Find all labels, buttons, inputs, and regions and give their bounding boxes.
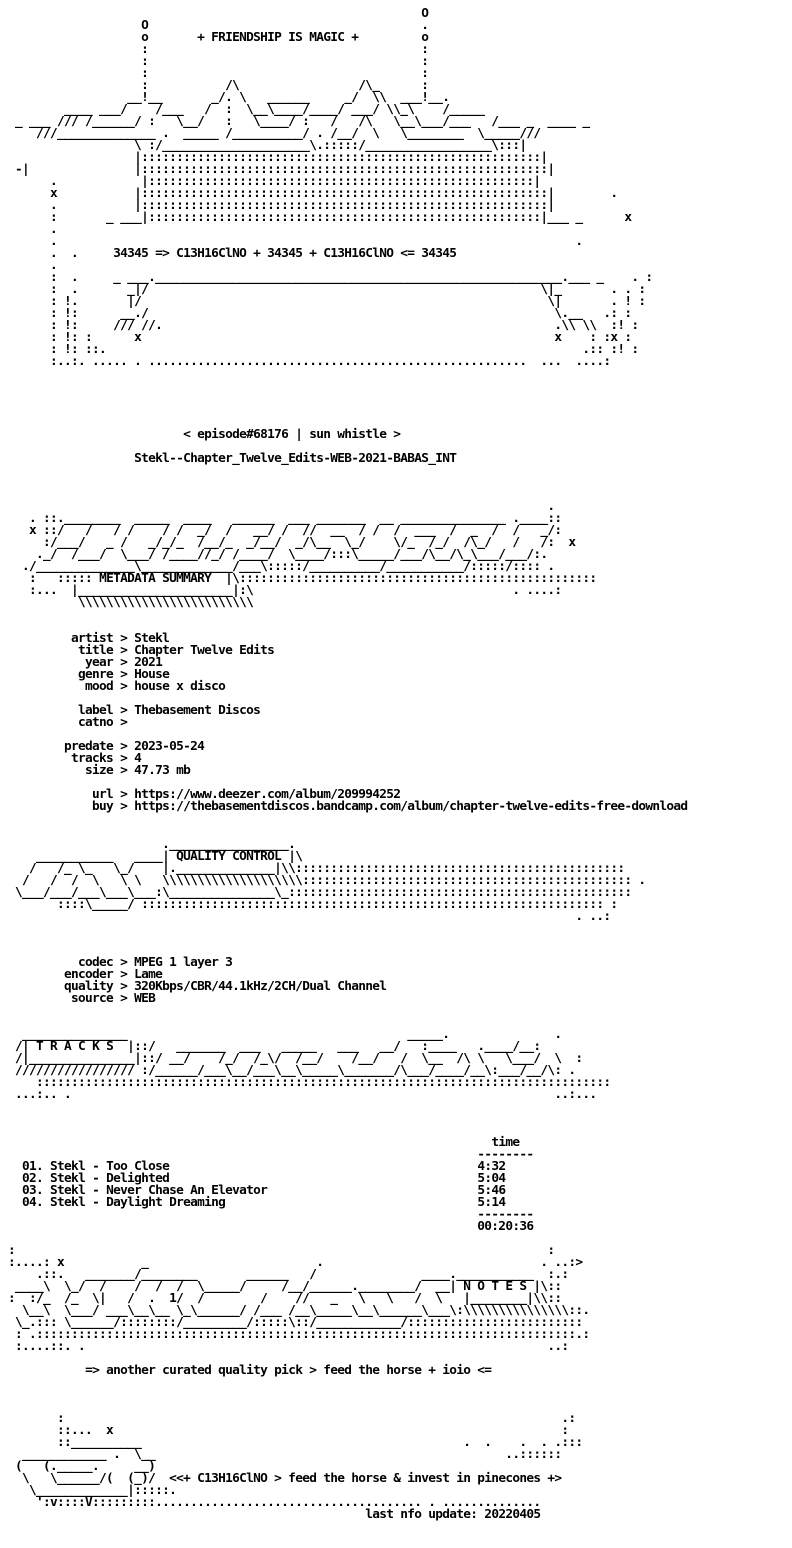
meta-tracks: 4 — [134, 751, 142, 766]
track-4-name: Stekl - Daylight Dreaming — [50, 1195, 226, 1210]
q-source: WEB — [134, 991, 156, 1006]
track-3-num: 03. — [22, 1183, 44, 1198]
track-2-num: 02. — [22, 1171, 44, 1186]
track-1-num: 01. — [22, 1159, 44, 1174]
track-1-name: Stekl - Too Close — [50, 1159, 170, 1174]
meta-genre: House — [134, 667, 170, 682]
track-3-name: Stekl - Never Chase An Elevator — [50, 1183, 268, 1198]
quality-block: codec > MPEG 1 layer 3 encoder > Lame quality > 320Kbps/CBR/44.1kHz/2CH/Dual Channel source > WEB — [8, 955, 387, 1006]
episode-label: < episode#68176 | sun whistle > — [183, 427, 401, 442]
q-quality: 320Kbps/CBR/44.1kHz/2CH/Dual Channel — [134, 979, 387, 994]
notes-block — [0, 1365, 491, 1377]
meta-mood: house x disco — [134, 679, 226, 694]
formula-line: 34345 => C13H16ClNO + 34345 + C13H16ClNO <= 34345 — [113, 246, 457, 261]
time-header: time — [491, 1135, 520, 1150]
quality-title: QUALITY CONTROL — [176, 849, 282, 864]
meta-predate: 2023-05-24 — [134, 739, 205, 754]
notes-text: => another curated quality pick > feed the horse + ioio <= — [85, 1363, 492, 1378]
meta-title: Chapter Twelve Edits — [134, 643, 275, 658]
total-time: 00:20:36 — [477, 1219, 534, 1234]
meta-year: 2021 — [134, 655, 163, 670]
quality-header-art: ._________________. ___________ ____| QUALITY CONTROL |\ / /_ \_ \_/ |.______________|\\::::::::::::::::::::::::::::::::::::::::::::::: / / / \ \ \ \\\\\\\\\\\\\\\\\\\\::::::::::::::::::::::::::::::::::::::::::::::: . \___/___/___\___\___:\_______________\_::::::::::::::::::::::::::::::::::::::::::::::::: ::::\_____/ :::::::::::::::::::::::::::::::::::::::::::::::::::::::::::::::::: : . ..: — [15, 837, 646, 924]
notes-header-art: : : :....: x _ . . ..:> .::. _______/________ ______ / ____.___________ :.: ____\ \_/ / / / / \_____/ /__/______.________/ __| N O T E S |\:: : :/_ /_ \| / . 1/ / / // _ \ \ / \ |________|\\:: \__\ \___/ ___\__\__ \_\______/ /___ /__\_____\__\______\___\:\\\\\\\\\\\\\\\::. \_.::: \______/::::::::/_________/:::::\::/____________/::::::::::::::::::::::::: : .:::::::::::::::::::::::::::::::::::::::::::::::::::::::::::::::::::::::::::::.: :....::. . ..: — [8, 1243, 590, 1354]
meta-label: Thebasement Discos — [134, 703, 261, 718]
footer-art: : .: ::... x : ::__________ . . . . .::: ____________ . \__ ..:::::: ( (._____. __) \ \______/( (_)/ <<+ C13H16ClNO > feed the horse & invest in pinecones +> \_____________|:::::. ':v::::V:::::::::...................................... . .............. last nfo update: 20220405 — [15, 1411, 583, 1522]
track-4-num: 04. — [22, 1195, 44, 1210]
track-1-time: 4:32 — [477, 1159, 506, 1174]
tracks-header-art: _______________ _____. . /| T R A C K S |::/ _______ ___ _____ ___ __/ :____ .____/__: /|_______________|::/ __/ /_/ /_\/ /__/ /__/ / \__ /\ \ \___/ \ : ///////////////// :/______/___\__/___\__\_____\_______/\___/____/__\:___/__/\: . :::::::::::::::::::::::::::::::::::::::::::::::::::::::::::::::::::::::::::::::::: ...:.. . ..:... — [15, 1027, 611, 1102]
meta-artist: Stekl — [134, 631, 170, 646]
footer-slogan: <<+ C13H16ClNO > feed the horse & invest in pinecones +> — [169, 1471, 562, 1486]
metadata-title: METADATA SUMMARY — [99, 571, 212, 586]
track-4-time: 5:14 — [477, 1195, 506, 1210]
notes-title: N O T E S — [463, 1279, 527, 1294]
metadata-block: artist > Stekl title > Chapter Twelve Edits year > 2021 genre > House mood > house x disco label > Thebasement Discos catno > predate > 2023-05-24 tracks > 4 size > 47.73 mb url > https://www.deezer.com/album/209994252 buy > https://thebasementdiscos.bandcamp.com/album/chapter-twelve-edits-free-download — [8, 631, 688, 814]
nfo-document: O O . o + FRIENDSHIP IS MAGIC + o : : : : : : : /\ /\_ : __!__ _/. \ ______ _/ \\ ___!__. ____ ___/ /___ / : \__\____/____/ ___/ \\_\ /_____ _ ___ /// /______/ : \__/ : \____/ : / /\ \__\___/___ /___ _ ____ _ ///______________ . _____ /__________/ . /__/ \ \________ \_____/// \ :/_____________________\.:::::/__________________\:::| |:::::::::::::::::::::::::::::::::::::::::::::::::::::::::| -| |::::::::::::::::::::::::::::::::::::::::::::::::::::::::::| . |:::::::::::::::::::::::::::::::::::::::::::::::::::::::| x |::::::::::::::::::::::::::::::::::::::::::::::::::::::::::| . . |::::::::::::::::::::::::::::::::::::::::::::::::::::::::::| : _ ___|::::::::::::::::::::::::::::::::::::::::::::::::::::::::|___ _ x . . . . . 34345 => C13H16ClNO + 34345 + C13H16ClNO <= 34345 . : . _ ___.__________________________________________________________.___ _ . : : . _|/ \|_ . . : : !. |/ \| . ! : : !: __./ \.__ .: : : !: /// //. .\\ \\ :! : : !: : x x : :x : : !: ::. .:: :! : :..:. ..... . ...................................................... ... ....: — [15, 6, 653, 369]
tracklist-block: time -------- 01. Stekl - Too Close 4:32 02. Stekl - Delighted 5:04 03. Stekl - Never Chase An Elevator 5:46 04. Stekl - Daylight Dreaming 5:14 -------- 00:20:36 — [22, 1135, 534, 1234]
last-update: last nfo update: 20220405 — [365, 1507, 541, 1522]
episode-line-block — [0, 429, 456, 465]
meta-buy-link[interactable]: https://thebasementdiscos.bandcamp.com/album/chapter-twelve-edits-free-download — [134, 799, 688, 814]
metadata-header-art: . . ::.________ _____ ____ ______ ___ _______ __ _______________ .____:: x ::/ / / / / / _/ / __/ / // __ / / / ___ / _ / / _/: :/___/ _ / _/_/_ /__/_ _/__/ _/\__ \_/ \/_ /_/ /\_/ / /: x ._/ /___/ \___/ /____//_/ /____/ \____/:::\_____/___/\__/\_\___/___/:. ./______________\_____________/___\:::::/__________/___________/:::::/:::: . : ::::: METADATA SUMMARY |\::::::::::::::::::::::::::::::::::::::::::::::::::: :... |______________________|:\ . ....: \\\\\\\\\\\\\\\\\\\\\\\\\ — [22, 499, 597, 610]
track-2-time: 5:04 — [477, 1171, 506, 1186]
meta-size: 47.73 mb — [134, 763, 191, 778]
track-2-name: Stekl - Delighted — [50, 1171, 170, 1186]
q-codec: MPEG 1 layer 3 — [134, 955, 233, 970]
track-3-time: 5:46 — [477, 1183, 506, 1198]
q-encoder: Lame — [134, 967, 163, 982]
meta-url-link[interactable]: https://www.deezer.com/album/209994252 — [134, 787, 401, 802]
tagline: + FRIENDSHIP IS MAGIC + — [197, 30, 359, 45]
release-name: Stekl--Chapter_Twelve_Edits-WEB-2021-BABAS_INT — [134, 451, 457, 466]
tracks-title: T R A C K S — [36, 1039, 114, 1054]
